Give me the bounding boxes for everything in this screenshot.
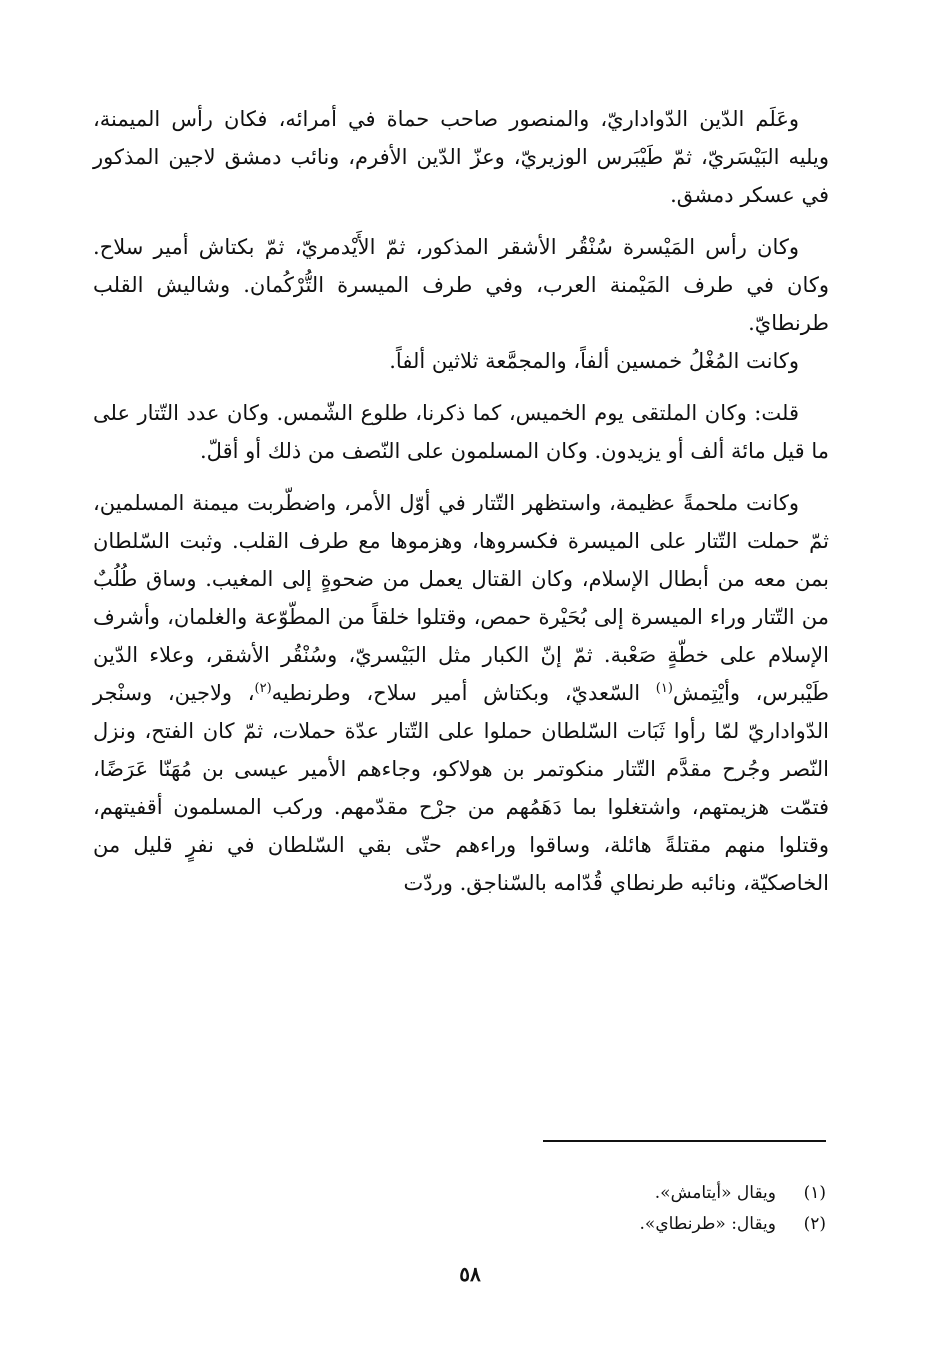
page-number: ٥٨ [459,1262,481,1286]
paragraph-5 [93,484,829,902]
paragraph-4 [93,394,829,470]
paragraph-5-text-b: السّعديّ، وبكتاش أمير سلاح، وطرنطيه [271,681,656,705]
footnote-2-text: ويقال: «طرنطاي». [639,1214,776,1234]
paragraph-5-text-c: ، ولاجين، وسنْجر الدّواداريّ لمّا رأوا ثَبَات السّلطان حملوا على التّتار عدّة حملات، ثمّ كان الفتح، ونزل النّصر وجُرح مقدَّم التّتار منكوتمر بن هولاكو، وجاءهم الأمير عيسى بن مُهَنّا عَرَضًا، فتمّت هزيمتهم، واشتغلوا بما دَهَمُهم من جرْح مقدّمهم. وركب المسلمون أقفيتهم، وقتلوا منهم مقتلةً هائلة، وساقوا وراءهم حتّى بقي السّلطان في نفرٍ قليل من الخاصكيّة، ونائبه طرنطاي قُدّامه بالسّناجق. وردّت [93,681,829,895]
footnote-1-number: (١) [803,1183,826,1203]
footnote-ref-2[interactable]: (٢) [254,681,272,696]
paragraph-1-text: وعَلَم الدّين الدّواداريّ، والمنصور صاحب حماة في أمرائه، فكان رأس الميمنة، ويليه البَيْسَريّ، ثمّ طَيْبَرس الوزيريّ، وعزّ الدّين الأفرم، ونائب دمشق لاجين المذكور في عسكر دمشق. [93,107,829,207]
paragraph-2 [93,228,829,342]
main-text [93,100,829,902]
paragraph-1 [93,100,829,214]
paragraph-3 [93,342,829,380]
footnotes [500,1178,826,1240]
footnote-divider [543,1140,826,1142]
footnote-2-number: (٢) [803,1214,826,1234]
footnote-ref-1[interactable]: (١) [655,681,673,696]
footnote-2 [500,1209,826,1240]
footnote-1 [500,1178,826,1209]
paragraph-5-text-a: وكانت ملحمةً عظيمة، واستظهر التّتار في أوّل الأمر، واضطّربت ميمنة المسلمين، ثمّ حملت التّتار على الميسرة فكسروها، وهزموها مع طرف القلب. وثبت السّلطان بمن معه من أبطال الإسلام، وكان القتال يعمل من ضحوةٍ إلى المغيب. وساق طُلُبٌ من التّتار وراء الميسرة إلى بُحَيْرة حمص، وقتلوا خلقاً من المطّوّعة والغلمان، وأشرف الإسلام على خطّةٍ صَعْبة. ثمّ إنّ الكبار مثل البَيْسريّ، وسُنْقُر الأشقر، وعلاء الدّين طَيْبرس، وأيْتِمش [93,491,829,705]
paragraph-2-text: وكان رأس المَيْسرة سُنْقُر الأشقر المذكور، ثمّ الأَيْدمريّ، ثمّ بكتاش أمير سلاح. وكان في طرف المَيْمنة العرب، وفي طرف الميسرة التُّرْكُمان. وشاليش القلب طرنطايّ. [93,235,829,335]
paragraph-4-text: قلت: وكان الملتقى يوم الخميس، كما ذكرنا، طلوع الشّمس. وكان عدد التّتار على ما قيل مائة ألف أو يزيدون. وكان المسلمون على النّصف من ذلك أو أقلّ. [93,401,829,463]
paragraph-3-text: وكانت المُغْلُ خمسين ألفاً، والمجمَّعة ثلاثين ألفاً. [389,349,799,373]
footnote-1-text: ويقال «أيتامش». [654,1183,776,1203]
